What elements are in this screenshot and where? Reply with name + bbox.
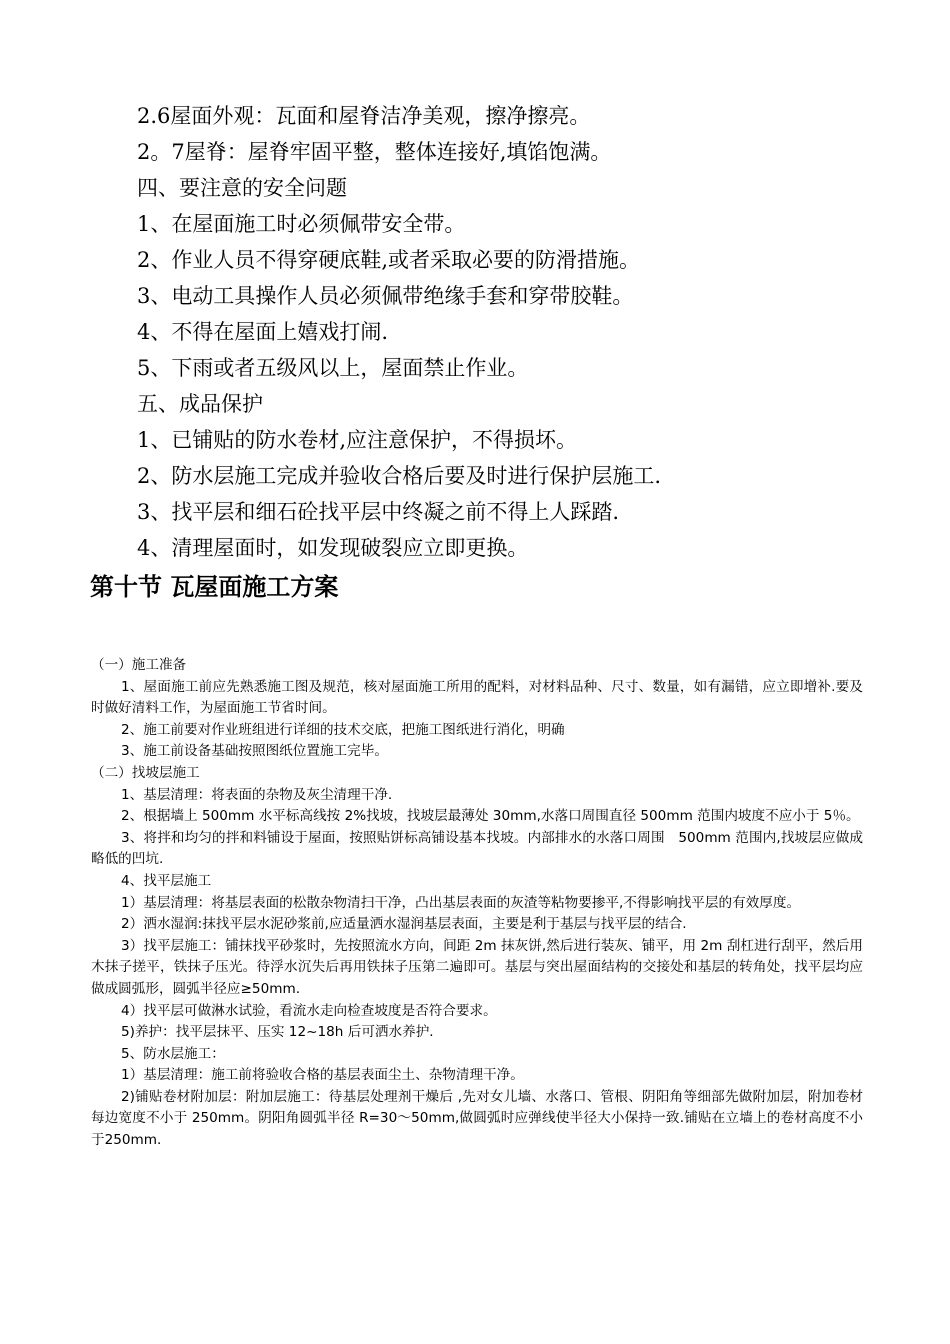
text-line: 2、作业人员不得穿硬底鞋,或者采取必要的防滑措施。 [137, 248, 641, 272]
paragraph: 3、施工前设备基础按照图纸位置施工完毕。 [121, 743, 388, 760]
section-title: 第十节 瓦屋面施工方案 [90, 573, 339, 601]
text-line: 五、成品保护 [137, 392, 263, 416]
paragraph: 3）找平层施工：铺抹找平砂浆时，先按照流水方向，间距 2m 抹灰饼,然后进行装灰、铺平，用 2m 刮杠进行刮平，然后用木抹子搓平，铁抹子压光。待浮水沉失后再用铁抹子压第二遍即可。基层与突出屋面结构的交接处和基层的转角处，找平层均应做成圆弧形，圆弧半径应≥50mm. [91, 937, 863, 997]
paragraph: 2)铺贴卷材附加层：附加层施工：待基层处理剂干燥后 ,先对女儿墙、水落口、管根、阴阳角等细部先做附加层，附加卷材每边宽度不小于 250mm。阴阳角圆弧半径 R=30～50mm,做圆弧时应弹线使半径大小保持一致.铺贴在立墙上的卷材高度不小于250mm. [91, 1088, 863, 1149]
text-line: 3、电动工具操作人员必须佩带绝缘手套和穿带胶鞋。 [137, 284, 634, 308]
paragraph: 1、基层清理：将表面的杂物及灰尘清理干净. [121, 786, 393, 803]
paragraph: 5)养护：找平层抹平、压实 12~18h 后可洒水养护. [121, 1024, 434, 1041]
paragraph: 1、屋面施工前应先熟悉施工图及规范，核对屋面施工所用的配料，对材料品种、尺寸、数量，如有漏错，应立即增补.要及时做好清料工作，为屋面施工节省时间。 [91, 678, 863, 717]
text-line: 四、要注意的安全问题 [137, 176, 347, 200]
text-line: 4、清理屋面时，如发现破裂应立即更换。 [137, 536, 529, 560]
paragraph: 4）找平层可做淋水试验，看流水走向检查坡度是否符合要求。 [121, 1002, 497, 1019]
text-line: 4、不得在屋面上嬉戏打闹. [137, 320, 389, 344]
text-line: 2.6屋面外观：瓦面和屋脊洁净美观，擦净擦亮。 [137, 104, 591, 128]
paragraph: 2）洒水湿润:抹找平层水泥砂浆前,应适量洒水湿润基层表面，主要是利于基层与找平层的结合. [121, 916, 687, 933]
paragraph: 2、根据墙上 500mm 水平标高线按 2%找坡，找坡层最薄处 30mm,水落口周围直径 500mm 范围内坡度不应小于 5％。 [121, 808, 860, 825]
subsection-heading: （二）找坡层施工 [91, 764, 200, 781]
paragraph: 5、防水层施工： [121, 1045, 225, 1062]
top-list [90, 98, 870, 566]
paragraph: 2、施工前要对作业班组进行详细的技术交底，把施工图纸进行消化，明确 [121, 721, 565, 738]
paragraph: 1）基层清理：施工前将验收合格的基层表面尘土、杂物清理干净。 [121, 1067, 524, 1084]
text-line: 2、防水层施工完成并验收合格后要及时进行保护层施工. [137, 464, 662, 488]
text-line: 2。7屋脊：屋脊牢固平整，整体连接好,填馅饱满。 [137, 140, 612, 164]
text-line: 3、找平层和细石砼找平层中终凝之前不得上人踩踏. [137, 500, 620, 524]
subsection-heading: （一）施工准备 [91, 657, 187, 673]
paragraph: 4、找平层施工 [121, 872, 212, 889]
body-text [91, 655, 863, 1152]
paragraph: 1）基层清理：将基层表面的松散杂物清扫干净，凸出基层表面的灰渣等粘物要掺平,不得影响找平层的有效厚度。 [121, 894, 801, 911]
text-line: 1、在屋面施工时必须佩带安全带。 [137, 212, 466, 236]
text-line: 1、已铺贴的防水卷材,应注意保护，不得损坏。 [137, 428, 578, 452]
paragraph: 3、将拌和均匀的拌和料铺设于屋面，按照贴饼标高铺设基本找坡。内部排水的水落口周围 500mm 范围内,找坡层应做成略低的凹坑. [91, 829, 863, 868]
text-line: 5、下雨或者五级风以上，屋面禁止作业。 [137, 356, 529, 380]
